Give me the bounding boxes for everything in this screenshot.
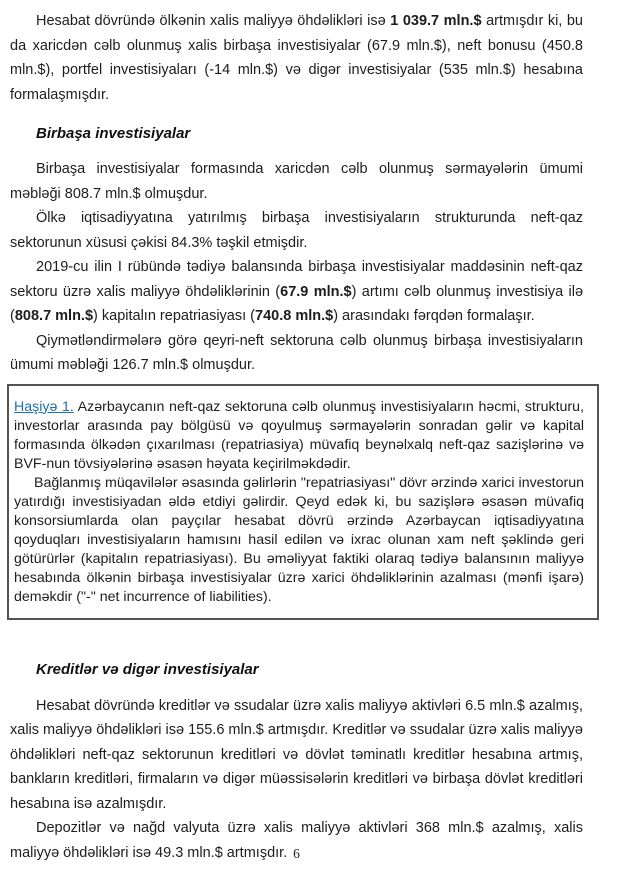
section-heading-credits-other-investments: Kreditlər və digər investisiyalar [36, 660, 259, 678]
paragraph-total-direct-investment: Birbaşa investisiyalar formasında xaricdən cəlb olunmuş sərmayələrin ümumi məbləği 808.7 mln.$ olmuşdur. [10, 161, 583, 202]
note-paragraph-1 [14, 398, 584, 474]
paragraph-deposits-cash: Depozitlər və nağd valyuta üzrə xalis maliyyə aktivləri 368 mln.$ azalmış, xalis maliyyə öhdəlikləri isə 49.3 mln.$ artmışdır. [10, 820, 583, 861]
paragraph-balance-of-payments: 2019-cu ilin I rübündə tədiyə balansında birbaşa investisiyalar maddəsinin neft-qaz sektoru üzrə xalis maliyyə öhdəliklərinin (67.9 mln.$) artımı cəlb olunmuş investisiya ilə (808.7 mln.$) kapitalın repatriasiyası (740.8 mln.$) arasındakı fərqdən formalaşır. [10, 259, 584, 324]
paragraph-oil-gas-share: Ölkə iqtisadiyyatına yatırılmış birbaşa investisiyaların strukturunda neft-qaz sektorunun xüsusi çəkisi 84.3% təşkil etmişdir. [10, 210, 583, 251]
note-label-link[interactable]: Haşiyə 1. [14, 398, 74, 415]
section-heading-direct-investments: Birbaşa investisiyalar [36, 125, 191, 142]
note-paragraph-1-text: Azərbaycanın neft-qaz sektoruna cəlb olunmuş investisiyaların həcmi, strukturu, investorlar arasında pay bölgüsü və qoyulmuş sərmayələrin sonradan gəlir və kapital formasında ölkədən çıxarılması (repatriasiya) müvafiq beynəlxalq neft-qaz sazişlərinə və BVF-nun tövsiyələrinə əsasən həyata keçirilməkdədir. [14, 398, 584, 472]
intro-paragraph: Hesabat dövründə ölkənin xalis maliyyə öhdəlikləri isə 1 039.7 mln.$ artmışdır ki, bu da xaricdən cəlb olunmuş xalis birbaşa investisiyalar (67.9 mln.$), neft bonusu (450.8 mln.$), portfel investisiyaları (-14 mln.$) və digər investisiyalar (535 mln.$) hesabına formalaşmışdır. [10, 13, 583, 103]
note-paragraph-2: Bağlanmış müqavilələr əsasında gəlirlərin "repatriasiyası" dövr ərzində xarici investorun yatırdığı investisiyadan əldə etdiyi gəlirdir. Qeyd edək ki, bu sazişlərə əsasən müvafiq konsorsiumlarda olan payçılar hesabat dövrü ərzində Azərbaycan iqtisadiyyatına qoyduqları investisiyaların hamısını hasil edilən və ixrac olunan xam neft şəklində geri götürürlər (kapitalın repatriasiyası). Bu əməliyyat faktiki olaraq tədiyə balansının maliyyə hesabında ölkənin birbaşa investisiyalar üzrə xarici öhdəliklərinin azalması (mənfi işarə) deməkdir ("-" net incurrence of liabilities). [14, 474, 584, 605]
page-number: 6 [293, 846, 300, 861]
paragraph-non-oil-sector: Qiymətləndirmələrə görə qeyri-neft sektoruna cəlb olunmuş birbaşa investisiyaların ümumi məbləği 126.7 mln.$ olmuşdur. [10, 332, 583, 373]
paragraph-credits-loans: Hesabat dövründə kreditlər və ssudalar üzrə xalis maliyyə aktivləri 6.5 mln.$ azalmış, xalis maliyyə öhdəlikləri isə 155.6 mln.$ artmışdır. Kreditlər və ssudalar üzrə xalis maliyyə öhdəlikləri neft-qaz sektorunun kreditləri və dövlət təminatlı kreditlər hesabına artmış, bankların kreditləri, firmaların və digər müəssisələrin kreditləri və birbaşa dövlət kreditləri hesabına isə azalmışdır. [10, 697, 583, 812]
note-box [7, 384, 599, 620]
